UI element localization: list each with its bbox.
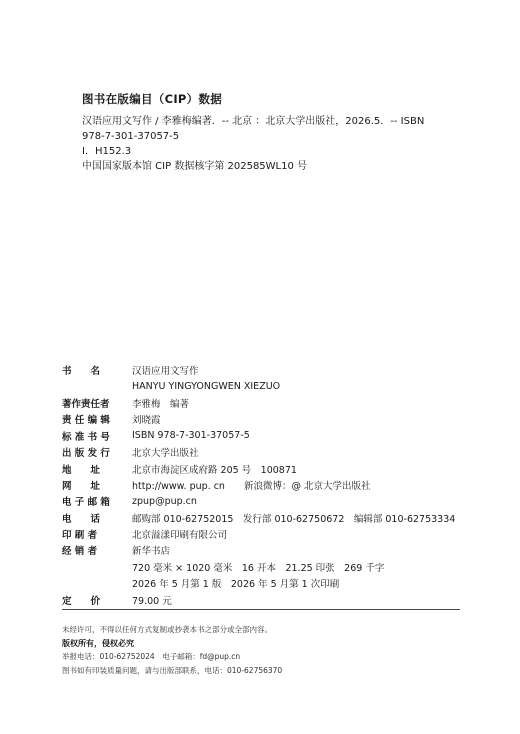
info-row xyxy=(62,411,462,427)
info-row xyxy=(62,395,462,411)
cip-title: 图书在版编目（CIP）数据 xyxy=(82,92,223,106)
info-label: 电 话 xyxy=(62,513,101,525)
info-value: 北京溢漾印刷有限公司 xyxy=(132,530,228,542)
info-row xyxy=(62,428,462,444)
info-value: 汉语应用文写作 xyxy=(132,366,199,378)
info-row xyxy=(62,477,462,493)
info-row xyxy=(62,575,462,591)
info-value: ISBN 978-7-301-37057-5 xyxy=(132,430,250,442)
cip-line: 中国国家版本馆 CIP 数据核字第 202585WL10 号 xyxy=(82,161,308,172)
footer-line: 图书如有印装质量问题，请与出版部联系，电话：010-62756370 xyxy=(62,665,283,675)
footer-line: 举报电话：010-62752024 电子邮箱：fd@pup.cn xyxy=(62,652,241,661)
info-row xyxy=(62,542,462,558)
cip-line: 汉语应用文写作 / 李雅梅编著．-- 北京 ：北京大学出版社，2026.5．-- ISBN xyxy=(82,116,425,127)
info-value: 李雅梅 编著 xyxy=(132,398,190,410)
cip-line: 978-7-301-37057-5 xyxy=(82,131,180,142)
copyright-footer xyxy=(62,623,282,677)
info-row xyxy=(62,510,462,526)
info-label: 印 刷 者 xyxy=(62,530,98,542)
cip-record xyxy=(82,114,462,174)
info-label: 著作责任者 xyxy=(62,398,110,410)
info-label: 网 址 xyxy=(62,480,101,492)
info-value: 720 毫米 × 1020 毫米 16 开本 21.25 印张 269 千字 xyxy=(132,562,385,574)
info-value: 北京市海淀区成府路 205 号 100871 xyxy=(132,464,297,476)
info-value: 刘晓霞 xyxy=(132,415,161,427)
info-label: 书 名 xyxy=(62,366,101,378)
info-row xyxy=(62,378,462,394)
info-value: HANYU YINGYONGWEN XIEZUO xyxy=(132,381,281,393)
info-value: 新华书店 xyxy=(132,546,171,558)
publication-info-table xyxy=(62,362,462,608)
info-label: 地 址 xyxy=(62,464,101,476)
info-value: 79.00 元 xyxy=(132,595,172,607)
info-row xyxy=(62,362,462,378)
info-row xyxy=(62,460,462,476)
info-label: 电 子 邮 箱 xyxy=(62,497,110,509)
info-value: 邮购部 010-62752015 发行部 010-62750672 编辑部 010-62753334 xyxy=(132,513,456,525)
info-value: 北京大学出版社 xyxy=(132,448,199,460)
info-row xyxy=(62,526,462,542)
info-row xyxy=(62,591,462,607)
info-label: 责 任 编 辑 xyxy=(62,415,110,427)
info-label: 定 价 xyxy=(62,595,101,607)
info-label: 标 准 书 号 xyxy=(62,431,110,443)
footer-line: 未经许可，不得以任何方式复制或抄袭本书之部分或全部内容。 xyxy=(62,625,272,634)
info-row xyxy=(62,559,462,575)
info-label: 经 销 者 xyxy=(62,546,98,558)
info-value: zpup@pup.cn xyxy=(132,495,197,507)
info-value: http://www. pup. cn 新浪微博：@ 北京大学出版社 xyxy=(132,480,371,492)
info-row xyxy=(62,444,462,460)
info-row xyxy=(62,493,462,509)
divider xyxy=(62,609,460,610)
cip-line: Ⅰ．H152.3 xyxy=(82,146,132,157)
info-label: 出 版 发 行 xyxy=(62,448,110,460)
copyright-notice: 版权所有，侵权必究 xyxy=(62,638,134,648)
info-value: 2026 年 5 月第 1 版 2026 年 5 月第 1 次印刷 xyxy=(132,579,340,591)
